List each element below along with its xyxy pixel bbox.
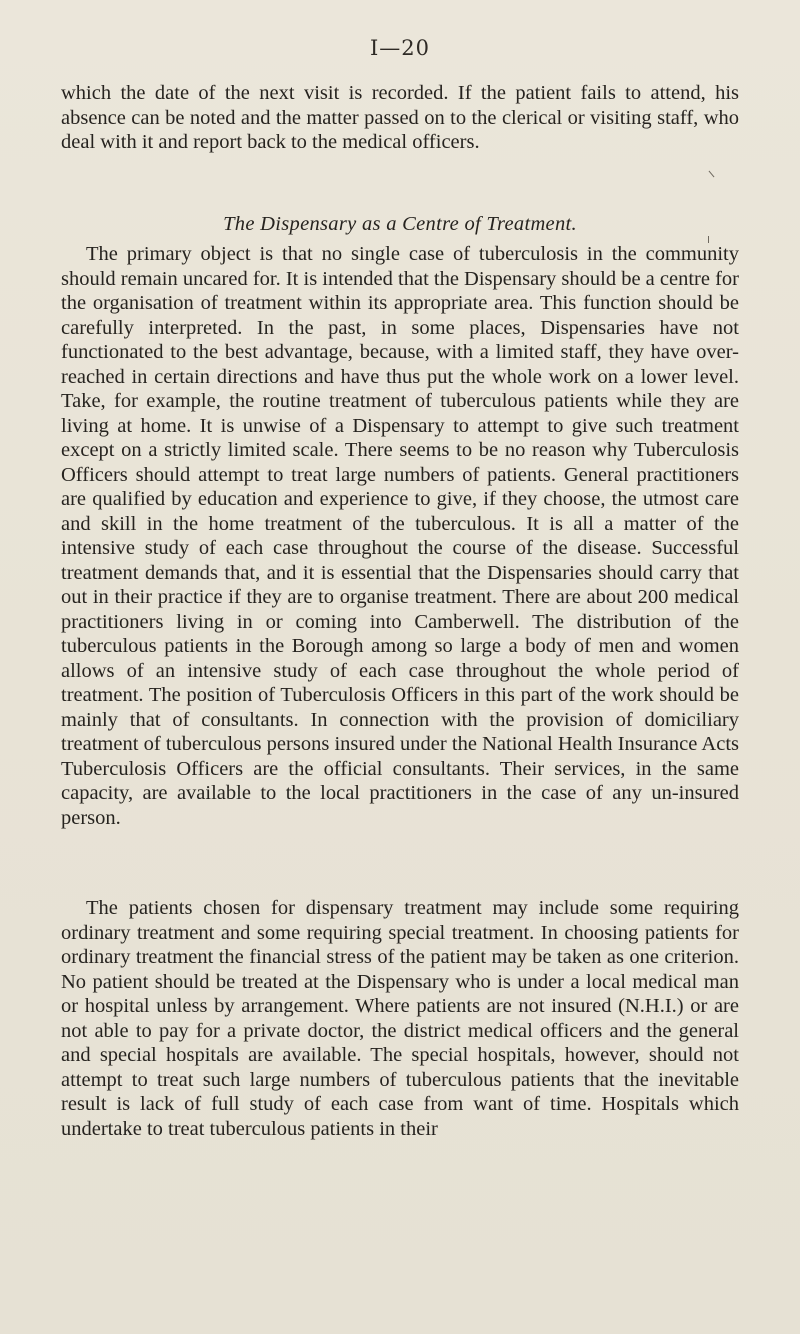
margin-mark: [709, 171, 715, 178]
paragraph-patients-chosen: The patients chosen for dispensary treatment may include some requiring ordinary treatment and some requiring special treatment. In choosing patients for ordinary treatment the financial stress of the patient may be taken as one criterion. No patient should be treated at the Dispensary who is under a local medical man or hospital unless by arrangement. Where patients are not insured (N.H.I.) or are not able to pay for a private doctor, the district medical officers and the general and special hospitals are available. The special hospitals, however, should not attempt to treat such large numbers of tuberculous patients that the inevitable result is lack of full study of each case from want of time. Hospitals which undertake to treat tuberculous patients in their: [61, 897, 739, 1140]
page-number: I—20: [369, 36, 431, 60]
paragraph-dispensary-object: The primary object is that no single case of tuberculosis in the community should remain uncared for. It is intended that the Dispensary should be a centre for the organisation of treatment within its appropriate area. This function should be carefully interpreted. In the past, in some places, Dispensaries have not functionated to the best advantage, because, with a limited staff, they have over-reached in certain directions and have thus put the whole work on a lower level. Take, for example, the routine treatment of tuberculous patients while they are living at home. It is unwise of a Dispensary to attempt to give such treatment except on a strictly limited scale. There seems to be no reason why Tuberculosis Officers should attempt to treat large numbers of patients. General practitioners are qualified by education and experience to give, if they choose, the utmost care and skill in the home treatment of the tuberculous. It is all a matter of the intensive study of each case throughout the course of the disease. Successful treatment demands that, and it is essential that the Dispensaries should carry that out in their practice if they are to organise treatment. There are about 200 medical practitioners living in or coming into Camberwell. The distribution of the tuberculous patients in the Borough among so large a body of men and women allows of an intensive study of each case throughout the whole period of treatment. The position of Tuberculosis Officers in this part of the work should be mainly that of consultants. In connection with the provision of domiciliary treatment of tuberculous persons insured under the National Health Insurance Acts Tuberculosis Officers are the official consultants. Their services, in the same capacity, are available to the local practitioners in the case of any un-insured person.: [61, 243, 740, 829]
paragraph-continuation: which the date of the next visit is recorded. If the patient fails to attend, his absence can be noted and the matter passed on to the clerical or visiting staff, who deal with it and report back to the medical officers.: [61, 82, 739, 153]
margin-mark: [708, 236, 709, 243]
section-heading: The Dispensary as a Centre of Treatment.: [223, 213, 577, 235]
